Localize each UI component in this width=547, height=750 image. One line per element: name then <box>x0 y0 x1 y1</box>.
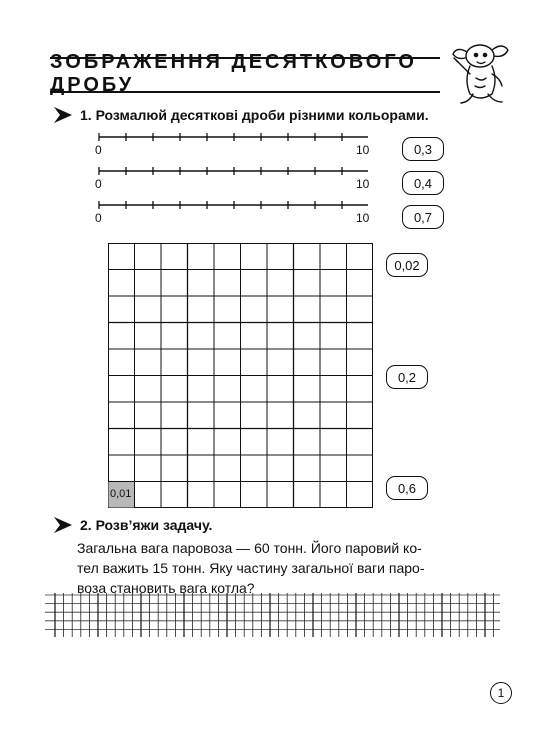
number-line-end-label: 10 <box>356 177 370 191</box>
number-line-start-label: 0 <box>95 143 102 157</box>
problem-text <box>77 538 489 598</box>
page-title: ЗОБРАЖЕННЯ ДЕСЯТКОВОГО ДРОБУ <box>50 51 417 96</box>
problem-line-2: тел важить 15 тонн. Яку частину загальної ваги паро- <box>77 560 425 576</box>
grid-value-2: 0,2 <box>386 365 428 389</box>
shaded-cell-label: 0,01 <box>110 488 132 500</box>
task-2-label: 2. Розв’яжи задачу. <box>80 517 213 533</box>
grid-value-1: 0,02 <box>386 253 428 277</box>
number-line-2 <box>98 164 368 178</box>
number-line-1 <box>98 130 368 144</box>
task-1-heading <box>52 106 429 124</box>
number-line-end-label: 10 <box>356 143 370 157</box>
hundred-grid <box>108 243 373 508</box>
page-number: 1 <box>490 682 512 704</box>
arrow-bullet-icon <box>52 516 74 534</box>
number-line-value-2: 0,4 <box>402 171 444 195</box>
task-1-label: 1. Розмалюй десяткові дроби різними кольорами. <box>80 107 429 123</box>
grid-value-3: 0,6 <box>386 476 428 500</box>
number-line-value-3: 0,7 <box>402 205 444 229</box>
number-line-3 <box>98 198 368 212</box>
arrow-bullet-icon <box>52 106 74 124</box>
problem-line-1: Загальна вага паровоза — 60 тонн. Його паровий ко- <box>77 540 422 556</box>
problem-line-3: воза становить вага котла? <box>77 580 255 596</box>
task-2-heading <box>52 516 212 534</box>
number-line-end-label: 10 <box>356 211 370 225</box>
answer-grid <box>45 593 500 637</box>
number-line-value-1: 0,3 <box>402 137 444 161</box>
mascot-icon <box>440 36 516 112</box>
number-line-start-label: 0 <box>95 177 102 191</box>
header-rule-bottom <box>50 91 440 93</box>
number-line-start-label: 0 <box>95 211 102 225</box>
